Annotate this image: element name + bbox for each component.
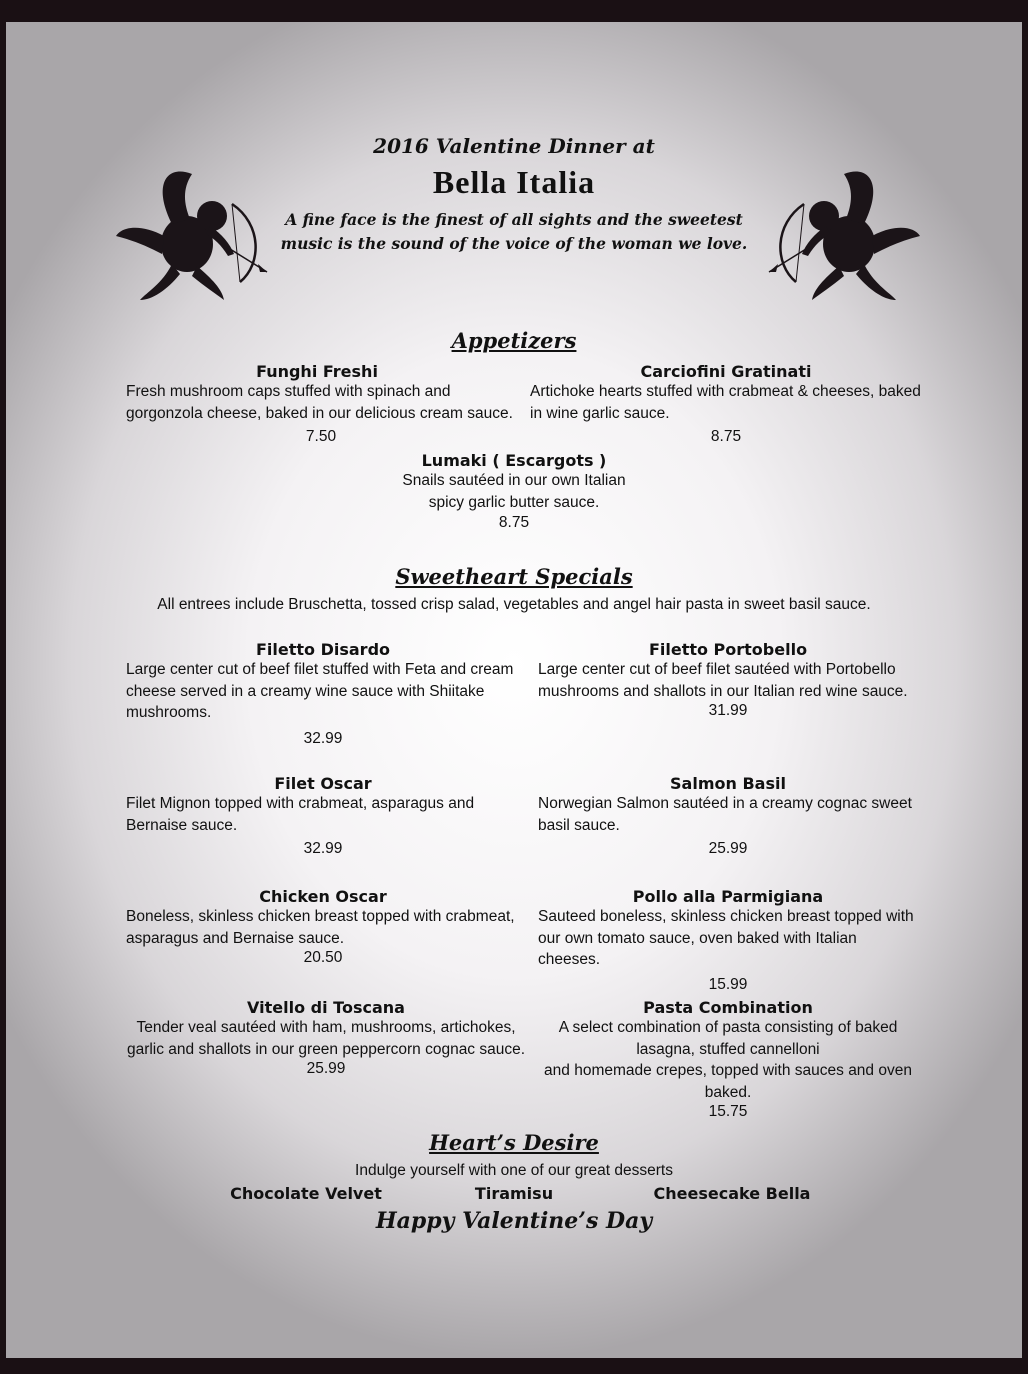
menu-item — [126, 998, 526, 1078]
dish-desc: Boneless, skinless chicken breast topped with crabmeat, — [126, 908, 515, 925]
dish-price: 25.99 — [306, 1060, 346, 1077]
desserts-note: Indulge yourself with one of our great desserts — [355, 1162, 673, 1179]
dish-name: Filet Oscar — [274, 774, 372, 793]
dish-name: Chicken Oscar — [259, 887, 387, 906]
specials-note: All entrees include Bruschetta, tossed crisp salad, vegetables and angel hair pasta in sweet basil sauce. — [157, 596, 871, 613]
dish-desc: in wine garlic sauce. — [530, 404, 670, 422]
dish-price: 8.75 — [498, 514, 530, 531]
menu-item — [126, 362, 516, 446]
dessert-item: Tiramisu — [474, 1184, 554, 1203]
dish-desc: garlic and shallots in our green peppercorn cognac sauce. — [126, 1040, 526, 1058]
dish-price: 25.99 — [708, 840, 748, 857]
menu-item — [6, 451, 1022, 532]
dish-desc: A select combination of pasta consisting of baked — [558, 1019, 898, 1036]
dish-desc: our own tomato sauce, oven baked with Italian — [538, 929, 857, 947]
menu-item — [538, 998, 918, 1121]
dessert-item: Cheesecake Bella — [653, 1184, 811, 1203]
dish-price: 32.99 — [303, 840, 343, 857]
dish-name: Pollo alla Parmigiana — [632, 887, 824, 906]
dish-desc: cheese served in a creamy wine sauce with Shiitake — [126, 682, 485, 700]
quote — [6, 208, 1022, 256]
dish-desc: spicy garlic butter sauce. — [428, 493, 600, 511]
dish-desc: cheeses. — [538, 951, 601, 968]
footer-greeting: Happy Valentine’s Day — [375, 1208, 653, 1234]
dish-desc: mushrooms. — [126, 704, 212, 721]
dish-desc: Large center cut of beef filet stuffed with Feta and cream — [126, 661, 514, 678]
quote-line2: music is the sound of the voice of the woman we love. — [280, 234, 748, 253]
dish-desc: Snails sautéed in our own Italian — [402, 472, 626, 489]
dish-name: Carciofini Gratinati — [640, 362, 812, 381]
dish-name: Vitello di Toscana — [247, 998, 405, 1017]
menu-item — [126, 887, 526, 967]
dish-name: Pasta Combination — [643, 998, 813, 1017]
title-line1: 2016 Valentine Dinner at — [373, 134, 655, 158]
specials-heading: Sweetheart Specials — [395, 564, 633, 589]
menu-item — [126, 640, 526, 748]
dish-price: 8.75 — [710, 428, 742, 445]
dish-desc: Tender veal sautéed with ham, mushrooms, artichokes, — [136, 1019, 516, 1036]
menu-item — [530, 362, 922, 446]
dish-name: Salmon Basil — [670, 774, 786, 793]
desserts-heading: Heart’s Desire — [429, 1130, 599, 1155]
dish-price: 15.75 — [708, 1103, 748, 1120]
dish-desc: asparagus and Bernaise sauce. — [126, 929, 345, 947]
dish-desc: Sauteed boneless, skinless chicken breast topped with — [538, 908, 914, 925]
dish-name: Funghi Freshi — [256, 362, 378, 381]
dish-name: Lumaki ( Escargots ) — [421, 451, 607, 470]
dish-desc: Norwegian Salmon sautéed in a creamy cognac sweet — [538, 795, 912, 812]
dish-desc: Fresh mushroom caps stuffed with spinach and — [126, 383, 451, 400]
dish-price: 32.99 — [303, 729, 343, 747]
dish-desc: Filet Mignon topped with crabmeat, asparagus and — [126, 795, 475, 812]
dish-desc: Artichoke hearts stuffed with crabmeat & cheeses, baked — [530, 383, 921, 400]
dish-desc: baked. — [704, 1083, 752, 1101]
dish-name: Filetto Portobello — [648, 640, 808, 659]
menu-item — [538, 774, 918, 858]
dish-price: 15.99 — [708, 975, 748, 993]
dish-desc: mushrooms and shallots in our Italian red wine sauce. — [538, 682, 908, 700]
dish-price: 7.50 — [305, 428, 337, 445]
dessert-item: Chocolate Velvet — [230, 1184, 382, 1203]
restaurant-name: Bella Italia — [432, 164, 596, 200]
appetizers-heading: Appetizers — [451, 328, 577, 353]
dish-price: 31.99 — [708, 702, 748, 719]
dish-desc: Bernaise sauce. — [126, 816, 238, 834]
dish-desc: gorgonzola cheese, baked in our delicious cream sauce. — [126, 404, 513, 422]
menu-item — [538, 640, 918, 720]
menu-item — [538, 887, 918, 994]
quote-line1: A fine face is the finest of all sights and the sweetest — [285, 210, 743, 229]
dish-price: 20.50 — [303, 949, 343, 966]
menu-page — [6, 22, 1022, 1358]
dish-desc: lasagna, stuffed cannelloni — [636, 1040, 820, 1058]
dish-name: Filetto Disardo — [255, 640, 391, 659]
menu-item — [126, 774, 526, 858]
dish-desc: and homemade crepes, topped with sauces and oven — [544, 1062, 912, 1079]
dish-desc: Large center cut of beef filet sautéed with Portobello — [538, 661, 896, 678]
dish-desc: basil sauce. — [538, 816, 620, 834]
